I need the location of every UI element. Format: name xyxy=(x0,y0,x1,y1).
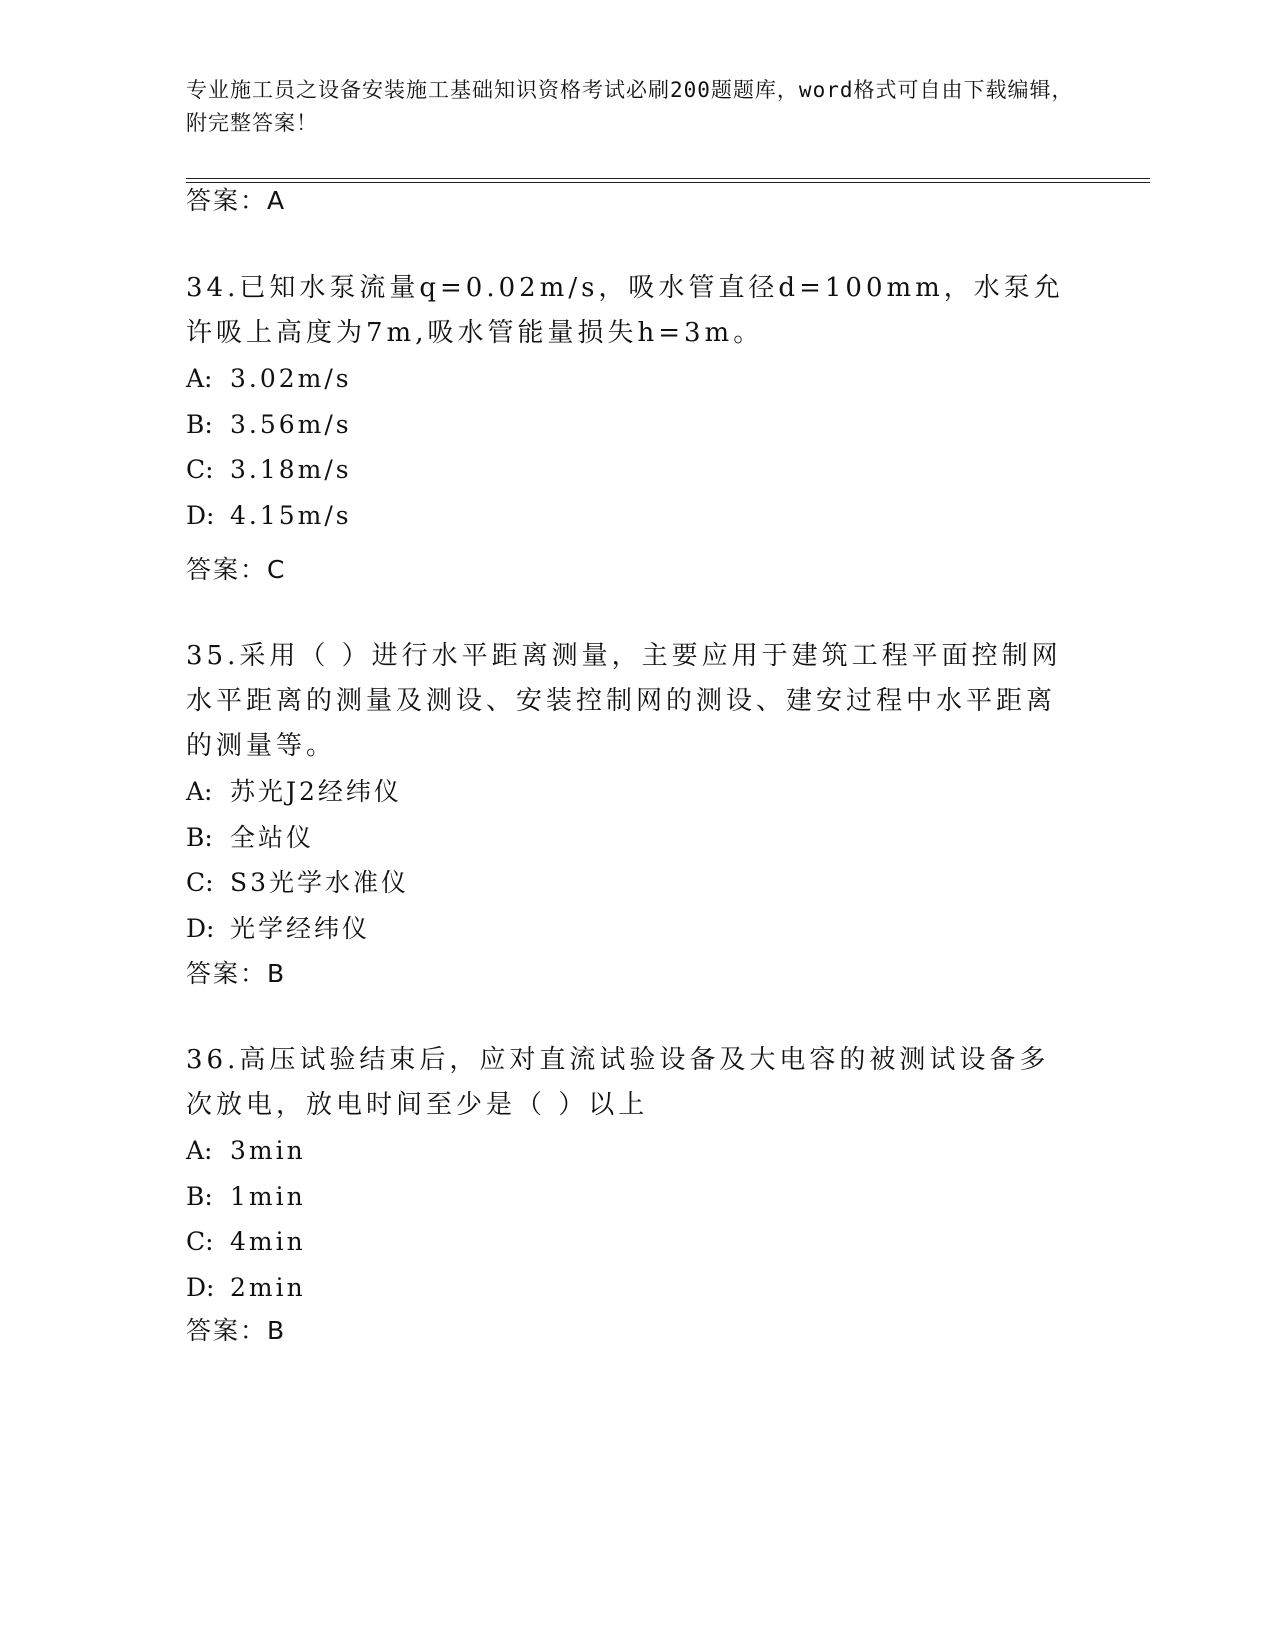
option-d xyxy=(186,906,1076,952)
option-label: B: xyxy=(186,822,213,852)
option-text: 3.18m/s xyxy=(230,455,352,484)
option-text: 4.15m/s xyxy=(230,500,352,530)
header-divider-bottom xyxy=(186,182,1150,183)
question-34 xyxy=(186,266,1076,538)
answer-36: 答案：B xyxy=(186,1316,287,1345)
option-a xyxy=(186,769,1076,815)
option-a xyxy=(186,1128,1076,1174)
option-text: 3.56m/s xyxy=(230,409,352,439)
option-text: 2min xyxy=(230,1272,306,1302)
document-header: 专业施工员之设备安装施工基础知识资格考试必刷200题题库，word格式可自由下载编辑，附完整答案！ xyxy=(186,78,1074,135)
option-label: D: xyxy=(186,1272,215,1302)
option-label: C: xyxy=(186,868,214,897)
question-36 xyxy=(186,1038,1076,1310)
option-label: A: xyxy=(186,364,213,393)
option-d xyxy=(186,493,1076,539)
option-text: 4min xyxy=(230,1227,306,1256)
question-35 xyxy=(186,634,1076,951)
question-text: 34.已知水泵流量q=0.02m/s，吸水管直径d=100mm，水泵允许吸上高度为7m,吸水管能量损失h=3m。 xyxy=(186,273,1064,348)
option-label: C: xyxy=(186,1227,214,1256)
question-text: 35.采用（ ）进行水平距离测量，主要应用于建筑工程平面控制网水平距离的测量及测设、安装控制网的测设、建安过程中水平距离的测量等。 xyxy=(186,641,1062,761)
option-text: 3min xyxy=(230,1136,306,1165)
option-b xyxy=(186,402,1076,448)
answer-34: 答案：C xyxy=(186,555,287,584)
option-c xyxy=(186,447,1076,493)
option-label: C: xyxy=(186,455,214,484)
option-b xyxy=(186,1174,1076,1220)
previous-answer: 答案：A xyxy=(186,186,287,215)
option-text: 3.02m/s xyxy=(230,364,352,393)
option-text: 苏光J2经纬仪 xyxy=(230,777,402,806)
option-b xyxy=(186,815,1076,861)
option-a xyxy=(186,356,1076,402)
option-label: D: xyxy=(186,913,215,943)
option-label: B: xyxy=(186,409,213,439)
option-label: D: xyxy=(186,500,215,530)
answer-35: 答案：B xyxy=(186,959,287,988)
option-label: A: xyxy=(186,777,213,806)
option-d xyxy=(186,1265,1076,1311)
option-label: B: xyxy=(186,1181,213,1211)
option-label: A: xyxy=(186,1136,213,1165)
option-c xyxy=(186,1219,1076,1265)
header-divider-top xyxy=(186,178,1150,179)
option-text: 1min xyxy=(230,1181,306,1211)
option-text: S3光学水准仪 xyxy=(230,868,410,897)
option-text: 光学经纬仪 xyxy=(230,913,371,943)
option-text: 全站仪 xyxy=(230,822,315,852)
question-text: 36.高压试验结束后，应对直流试验设备及大电容的被测试设备多次放电，放电时间至少是（ ）以上 xyxy=(186,1045,1050,1120)
option-c xyxy=(186,860,1076,906)
